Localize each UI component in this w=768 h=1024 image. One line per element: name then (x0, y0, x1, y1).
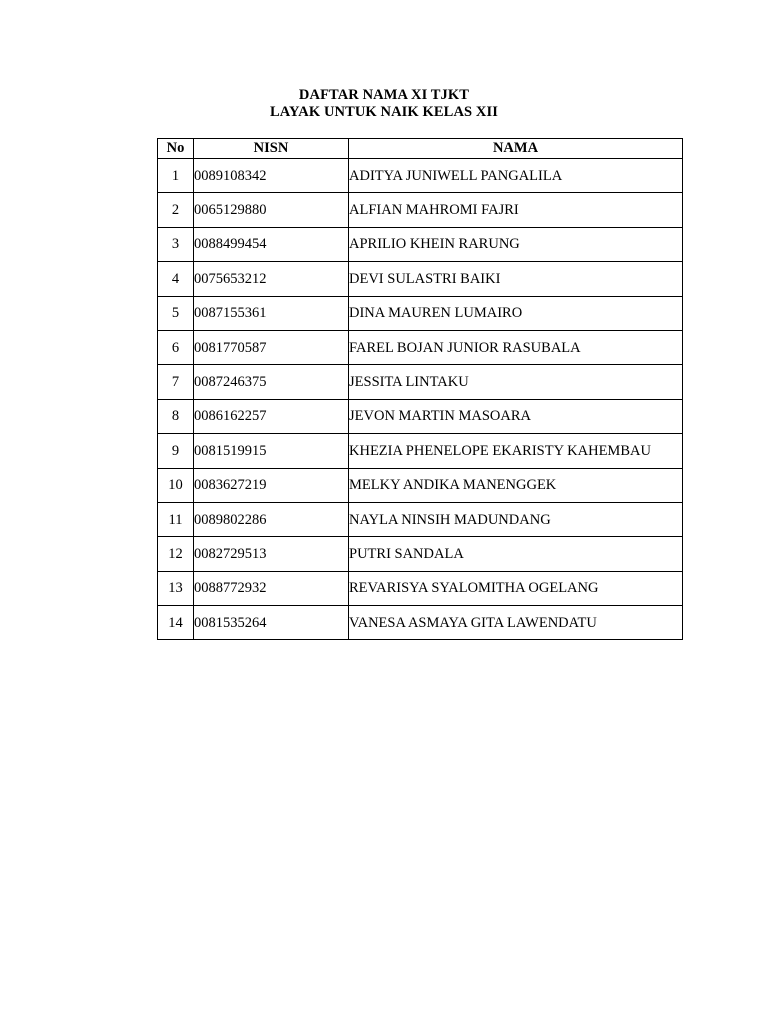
cell-nisn: 0088772932 (194, 571, 349, 605)
title-line-2: LAYAK UNTUK NAIK KELAS XII (270, 104, 498, 120)
cell-no: 10 (158, 468, 194, 502)
cell-nisn: 0087246375 (194, 365, 349, 399)
table-header-row (158, 139, 683, 159)
cell-nisn: 0065129880 (194, 193, 349, 227)
cell-nisn: 0083627219 (194, 468, 349, 502)
table-row (158, 468, 683, 502)
cell-nama: JESSITA LINTAKU (349, 365, 683, 399)
cell-no: 5 (158, 296, 194, 330)
table-row (158, 606, 683, 640)
title-line-1: DAFTAR NAMA XI TJKT (298, 87, 470, 103)
cell-nisn: 0089802286 (194, 502, 349, 536)
cell-nama: JEVON MARTIN MASOARA (349, 399, 683, 433)
table-row (158, 262, 683, 296)
cell-nisn: 0081535264 (194, 606, 349, 640)
cell-no: 8 (158, 399, 194, 433)
cell-nama: VANESA ASMAYA GITA LAWENDATU (349, 606, 683, 640)
document-title (0, 87, 768, 121)
cell-nama: PUTRI SANDALA (349, 537, 683, 571)
cell-no: 13 (158, 571, 194, 605)
cell-nama: DINA MAUREN LUMAIRO (349, 296, 683, 330)
cell-nisn: 0088499454 (194, 227, 349, 261)
table-row (158, 193, 683, 227)
cell-nisn: 0081519915 (194, 434, 349, 468)
cell-nama: KHEZIA PHENELOPE EKARISTY KAHEMBAU (349, 434, 683, 468)
cell-nisn: 0081770587 (194, 330, 349, 364)
cell-nisn: 0075653212 (194, 262, 349, 296)
cell-no: 4 (158, 262, 194, 296)
cell-nama: DEVI SULASTRI BAIKI (349, 262, 683, 296)
cell-no: 14 (158, 606, 194, 640)
cell-nama: MELKY ANDIKA MANENGGEK (349, 468, 683, 502)
cell-no: 6 (158, 330, 194, 364)
table-row (158, 537, 683, 571)
table-row (158, 434, 683, 468)
cell-nama: ADITYA JUNIWELL PANGALILA (349, 159, 683, 193)
cell-nama: ALFIAN MAHROMI FAJRI (349, 193, 683, 227)
cell-no: 2 (158, 193, 194, 227)
cell-nisn: 0087155361 (194, 296, 349, 330)
table-row (158, 159, 683, 193)
cell-no: 11 (158, 502, 194, 536)
cell-nama: REVARISYA SYALOMITHA OGELANG (349, 571, 683, 605)
table-row (158, 399, 683, 433)
table-row (158, 571, 683, 605)
cell-nisn: 0086162257 (194, 399, 349, 433)
cell-no: 7 (158, 365, 194, 399)
header-nisn: NISN (194, 139, 349, 159)
cell-nama: APRILIO KHEIN RARUNG (349, 227, 683, 261)
cell-no: 3 (158, 227, 194, 261)
header-nama: NAMA (349, 139, 683, 159)
header-no: No (158, 139, 194, 159)
cell-nisn: 0089108342 (194, 159, 349, 193)
cell-no: 12 (158, 537, 194, 571)
table-row (158, 365, 683, 399)
student-table (157, 138, 683, 640)
cell-nama: NAYLA NINSIH MADUNDANG (349, 502, 683, 536)
cell-no: 9 (158, 434, 194, 468)
cell-nama: FAREL BOJAN JUNIOR RASUBALA (349, 330, 683, 364)
table-row (158, 296, 683, 330)
table-row (158, 330, 683, 364)
cell-nisn: 0082729513 (194, 537, 349, 571)
table-row (158, 502, 683, 536)
cell-no: 1 (158, 159, 194, 193)
table-row (158, 227, 683, 261)
